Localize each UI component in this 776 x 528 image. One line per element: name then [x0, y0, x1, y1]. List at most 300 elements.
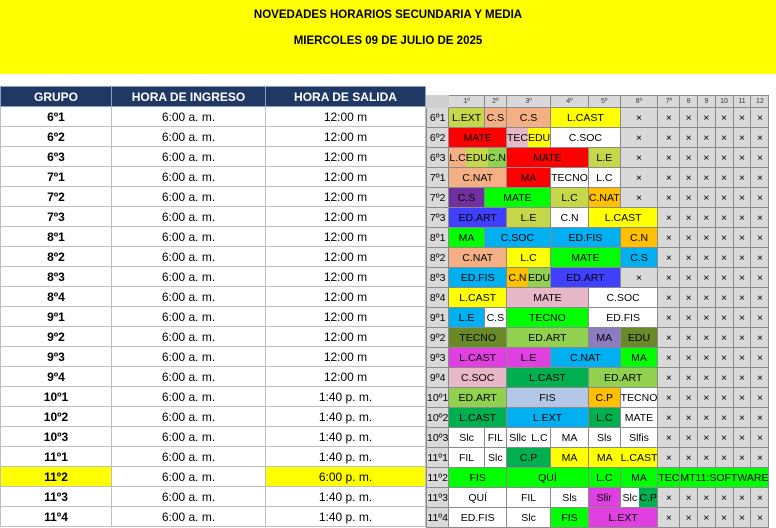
class-block: Slir: [588, 488, 620, 508]
class-block: ED.FIS: [449, 268, 507, 288]
group-cell: 8º2: [1, 247, 112, 267]
empty-slot-mark: ×: [680, 368, 698, 388]
class-subject: L.C: [529, 428, 551, 447]
class-block: QUÍ: [449, 488, 507, 508]
group-cell: 11º1: [1, 447, 112, 467]
class-subject: MA: [589, 448, 621, 467]
empty-slot-mark: ×: [733, 308, 751, 328]
schedule-group-label: 6º2: [427, 128, 449, 148]
class-block: C.N: [551, 208, 589, 228]
table-row: [1, 107, 426, 127]
class-subject: Slc: [621, 488, 639, 507]
class-block: EDU: [620, 328, 658, 348]
class-block: C.S: [449, 188, 484, 208]
class-block: MT11:SOFTWARE: [680, 468, 769, 488]
empty-slot-mark: ×: [733, 148, 751, 168]
class-block: L.CAST: [588, 208, 657, 228]
class-block: Slfis: [620, 428, 658, 448]
group-cell: 8º1: [1, 227, 112, 247]
empty-slot-mark: ×: [658, 148, 680, 168]
empty-slot-mark: ×: [658, 408, 680, 428]
hour-label: 5º: [588, 96, 620, 108]
empty-slot-mark: ×: [697, 348, 715, 368]
group-cell: 10º1: [1, 387, 112, 407]
empty-slot-mark: ×: [697, 328, 715, 348]
class-block: [506, 128, 550, 148]
group-cell: 9º3: [1, 347, 112, 367]
group-cell: 9º4: [1, 367, 112, 387]
table-row: [1, 407, 426, 427]
empty-slot-mark: ×: [733, 228, 751, 248]
hour-label: 6º: [620, 96, 658, 108]
empty-slot-mark: ×: [751, 248, 769, 268]
empty-slot-mark: ×: [751, 368, 769, 388]
table-row: [1, 247, 426, 267]
empty-slot-mark: ×: [658, 308, 680, 328]
column-header-exit-time: HORA DE SALIDA: [266, 87, 426, 107]
class-block: Sls: [588, 428, 620, 448]
empty-slot-mark: ×: [658, 108, 680, 128]
schedule-row: [427, 368, 769, 388]
schedule-row: [427, 168, 769, 188]
schedule-row: [427, 248, 769, 268]
empty-slot-mark: ×: [658, 228, 680, 248]
class-subject: C.N: [507, 268, 528, 287]
hours-header-blank: [427, 96, 449, 108]
empty-slot-mark: ×: [658, 428, 680, 448]
class-block: Sls: [551, 488, 589, 508]
empty-slot-mark: ×: [751, 328, 769, 348]
entry-time-cell: 6:00 a. m.: [112, 447, 266, 467]
empty-slot-mark: ×: [620, 108, 658, 128]
class-block: C.NAT: [449, 248, 507, 268]
table-row: [1, 427, 426, 447]
group-cell: 6º1: [1, 107, 112, 127]
schedule-grid: [426, 95, 769, 528]
class-block: L.E: [588, 148, 620, 168]
class-block: L.E: [449, 308, 484, 328]
empty-slot-mark: ×: [751, 168, 769, 188]
empty-slot-mark: ×: [715, 368, 733, 388]
empty-slot-mark: ×: [658, 268, 680, 288]
empty-slot-mark: ×: [658, 128, 680, 148]
empty-slot-mark: ×: [697, 228, 715, 248]
empty-slot-mark: ×: [680, 288, 698, 308]
empty-slot-mark: ×: [697, 168, 715, 188]
table-row: [1, 147, 426, 167]
class-block: C.NAT: [588, 188, 620, 208]
schedule-group-label: 8º4: [427, 288, 449, 308]
class-block: L.EXT: [588, 508, 657, 528]
entry-time-cell: 6:00 a. m.: [112, 247, 266, 267]
group-cell: 6º3: [1, 147, 112, 167]
schedule-row: [427, 328, 769, 348]
page-date: MIERCOLES 09 DE JULIO DE 2025: [293, 35, 483, 47]
hour-label: 10: [715, 96, 733, 108]
exit-time-cell: 12:00 m: [266, 247, 426, 267]
empty-slot-mark: ×: [620, 188, 658, 208]
table-row: [1, 227, 426, 247]
empty-slot-mark: ×: [697, 248, 715, 268]
schedule-row: [427, 308, 769, 328]
class-block: Slc: [506, 508, 550, 528]
table-row: [1, 387, 426, 407]
schedule-row: [427, 508, 769, 528]
group-cell: 7º1: [1, 167, 112, 187]
class-block: MATE: [620, 408, 658, 428]
entry-time-cell: 6:00 a. m.: [112, 387, 266, 407]
empty-slot-mark: ×: [680, 488, 698, 508]
empty-slot-mark: ×: [680, 348, 698, 368]
class-block: L.EXT: [449, 108, 484, 128]
empty-slot-mark: ×: [733, 208, 751, 228]
class-subject: EDU: [466, 148, 488, 167]
schedule-row: [427, 408, 769, 428]
class-block: C.P: [588, 388, 620, 408]
class-block: C.SOC: [449, 368, 507, 388]
hour-label: 7º: [658, 96, 680, 108]
empty-slot-mark: ×: [715, 268, 733, 288]
empty-slot-mark: ×: [733, 448, 751, 468]
exit-time-cell: 12:00 m: [266, 127, 426, 147]
empty-slot-mark: ×: [751, 228, 769, 248]
schedule-times-table: [0, 86, 426, 527]
exit-time-cell: 1:40 p. m.: [266, 387, 426, 407]
group-cell: 11º4: [1, 507, 112, 527]
class-block: L.E: [506, 348, 550, 368]
schedule-group-label: 7º2: [427, 188, 449, 208]
schedule-row: [427, 108, 769, 128]
schedule-group-label: 8º2: [427, 248, 449, 268]
empty-slot-mark: ×: [733, 328, 751, 348]
empty-slot-mark: ×: [733, 508, 751, 528]
class-block: ED.ART: [506, 328, 588, 348]
hour-label: 2º: [484, 96, 506, 108]
table-row: [1, 307, 426, 327]
class-block: FIL: [484, 428, 506, 448]
empty-slot-mark: ×: [658, 328, 680, 348]
exit-time-cell: 12:00 m: [266, 267, 426, 287]
empty-slot-mark: ×: [658, 368, 680, 388]
empty-slot-mark: ×: [733, 488, 751, 508]
empty-slot-mark: ×: [715, 168, 733, 188]
class-block: ED.ART: [551, 268, 620, 288]
class-subject: EDU: [528, 268, 550, 287]
class-block: C.NAT: [449, 168, 507, 188]
empty-slot-mark: ×: [751, 288, 769, 308]
schedule-group-label: 9º4: [427, 368, 449, 388]
empty-slot-mark: ×: [751, 448, 769, 468]
empty-slot-mark: ×: [751, 148, 769, 168]
page-title: NOVEDADES HORARIOS SECUNDARIA Y MEDIA: [253, 9, 523, 21]
schedule-grid-panel: [426, 95, 769, 526]
class-block: FIL: [449, 448, 484, 468]
empty-slot-mark: ×: [715, 388, 733, 408]
schedule-row: [427, 208, 769, 228]
entry-time-cell: 6:00 a. m.: [112, 207, 266, 227]
schedule-group-label: 11º2: [427, 468, 449, 488]
empty-slot-mark: ×: [733, 268, 751, 288]
empty-slot-mark: ×: [680, 208, 698, 228]
class-block: MA: [620, 468, 658, 488]
class-block: MA: [588, 328, 620, 348]
group-cell: 6º2: [1, 127, 112, 147]
class-block: ED.FIS: [449, 508, 507, 528]
class-block: ED.ART: [449, 388, 507, 408]
class-subject: EDU: [528, 128, 550, 147]
table-row: [1, 187, 426, 207]
class-block: FIL: [506, 488, 550, 508]
class-block: TECNO: [449, 328, 507, 348]
hour-label: 12: [751, 96, 769, 108]
empty-slot-mark: ×: [658, 508, 680, 528]
empty-slot-mark: ×: [715, 248, 733, 268]
empty-slot-mark: ×: [751, 348, 769, 368]
class-block: L.CAST: [449, 348, 507, 368]
hour-label: 3º: [506, 96, 550, 108]
empty-slot-mark: ×: [715, 288, 733, 308]
class-block: C.S: [484, 308, 506, 328]
class-block: MA: [620, 348, 658, 368]
empty-slot-mark: ×: [733, 248, 751, 268]
table-row: [1, 467, 426, 487]
class-block: L.E: [506, 208, 550, 228]
schedule-row: [427, 488, 769, 508]
schedule-row: [427, 448, 769, 468]
schedule-row: [427, 228, 769, 248]
empty-slot-mark: ×: [620, 128, 658, 148]
class-subject: C.P: [639, 488, 657, 507]
class-block: [506, 428, 550, 448]
table-row: [1, 447, 426, 467]
empty-slot-mark: ×: [697, 448, 715, 468]
empty-slot-mark: ×: [658, 208, 680, 228]
empty-slot-mark: ×: [697, 208, 715, 228]
class-block: [620, 488, 658, 508]
class-block: L.CAST: [449, 408, 507, 428]
exit-time-cell: 12:00 m: [266, 287, 426, 307]
entry-time-cell: 6:00 a. m.: [112, 227, 266, 247]
schedule-group-label: 9º2: [427, 328, 449, 348]
group-cell: 7º2: [1, 187, 112, 207]
exit-time-cell: 6:00 p. m.: [266, 467, 426, 487]
exit-time-cell: 1:40 p. m.: [266, 507, 426, 527]
class-block: L.CAST: [449, 288, 507, 308]
class-block: C.S: [620, 248, 658, 268]
class-block: MA: [506, 168, 550, 188]
empty-slot-mark: ×: [733, 348, 751, 368]
exit-time-cell: 1:40 p. m.: [266, 407, 426, 427]
class-block: [588, 448, 657, 468]
empty-slot-mark: ×: [658, 448, 680, 468]
empty-slot-mark: ×: [733, 188, 751, 208]
exit-time-cell: 1:40 p. m.: [266, 487, 426, 507]
table-row: [1, 207, 426, 227]
class-block: [506, 268, 550, 288]
group-cell: 11º2: [1, 467, 112, 487]
empty-slot-mark: ×: [733, 128, 751, 148]
schedule-group-label: 7º3: [427, 208, 449, 228]
class-block: C.P: [506, 448, 550, 468]
empty-slot-mark: ×: [658, 288, 680, 308]
empty-slot-mark: ×: [620, 268, 658, 288]
table-row: [1, 347, 426, 367]
class-subject: L.C: [449, 148, 465, 167]
empty-slot-mark: ×: [715, 348, 733, 368]
exit-time-cell: 1:40 p. m.: [266, 427, 426, 447]
empty-slot-mark: ×: [751, 268, 769, 288]
exit-time-cell: 12:00 m: [266, 207, 426, 227]
group-cell: 10º3: [1, 427, 112, 447]
class-block: TECNO: [506, 308, 588, 328]
schedule-row: [427, 468, 769, 488]
schedule-row: [427, 428, 769, 448]
entry-time-cell: 6:00 a. m.: [112, 347, 266, 367]
hour-label: 11: [733, 96, 751, 108]
empty-slot-mark: ×: [733, 168, 751, 188]
empty-slot-mark: ×: [680, 228, 698, 248]
empty-slot-mark: ×: [697, 188, 715, 208]
empty-slot-mark: ×: [751, 308, 769, 328]
empty-slot-mark: ×: [697, 388, 715, 408]
empty-slot-mark: ×: [733, 388, 751, 408]
empty-slot-mark: ×: [715, 488, 733, 508]
class-block: TEC: [658, 468, 680, 488]
empty-slot-mark: ×: [620, 168, 658, 188]
class-subject: L.CAST: [621, 448, 658, 467]
empty-slot-mark: ×: [680, 108, 698, 128]
schedule-row: [427, 288, 769, 308]
class-block: TECNO: [551, 168, 589, 188]
empty-slot-mark: ×: [680, 328, 698, 348]
schedule-group-label: 11º3: [427, 488, 449, 508]
class-subject: TEC: [507, 128, 528, 147]
empty-slot-mark: ×: [680, 128, 698, 148]
empty-slot-mark: ×: [680, 268, 698, 288]
empty-slot-mark: ×: [680, 168, 698, 188]
empty-slot-mark: ×: [680, 448, 698, 468]
empty-slot-mark: ×: [697, 308, 715, 328]
empty-slot-mark: ×: [697, 128, 715, 148]
exit-time-cell: 12:00 m: [266, 147, 426, 167]
exit-time-cell: 12:00 m: [266, 167, 426, 187]
empty-slot-mark: ×: [751, 128, 769, 148]
class-block: FIS: [506, 388, 588, 408]
exit-time-cell: 12:00 m: [266, 107, 426, 127]
entry-time-cell: 6:00 a. m.: [112, 307, 266, 327]
entry-time-cell: 6:00 a. m.: [112, 127, 266, 147]
exit-time-cell: 12:00 m: [266, 347, 426, 367]
class-block: ED.ART: [449, 208, 507, 228]
schedule-row: [427, 388, 769, 408]
class-block: L.CAST: [551, 108, 620, 128]
class-block: MA: [551, 448, 589, 468]
class-block: L.C: [506, 248, 550, 268]
hour-label: 8: [680, 96, 698, 108]
exit-time-cell: 12:00 m: [266, 227, 426, 247]
empty-slot-mark: ×: [751, 188, 769, 208]
schedule-group-label: 10º2: [427, 408, 449, 428]
empty-slot-mark: ×: [733, 408, 751, 428]
entry-time-cell: 6:00 a. m.: [112, 267, 266, 287]
class-subject: C.N: [488, 148, 506, 167]
empty-slot-mark: ×: [697, 268, 715, 288]
hour-label: 9: [697, 96, 715, 108]
hour-label: 1º: [449, 96, 484, 108]
class-block: C.SOC: [588, 288, 657, 308]
entry-time-cell: 6:00 a. m.: [112, 407, 266, 427]
class-block: FIS: [449, 468, 507, 488]
empty-slot-mark: ×: [733, 288, 751, 308]
empty-slot-mark: ×: [680, 148, 698, 168]
class-block: ED.ART: [588, 368, 657, 388]
class-subject: Sllc: [507, 428, 529, 447]
class-block: Slc: [484, 448, 506, 468]
empty-slot-mark: ×: [620, 148, 658, 168]
empty-slot-mark: ×: [751, 388, 769, 408]
empty-slot-mark: ×: [751, 428, 769, 448]
header-banner: [0, 0, 776, 74]
entry-time-cell: 6:00 a. m.: [112, 147, 266, 167]
group-cell: 8º4: [1, 287, 112, 307]
empty-slot-mark: ×: [715, 508, 733, 528]
class-block: L.C: [551, 188, 589, 208]
empty-slot-mark: ×: [733, 108, 751, 128]
class-block: TECNO: [620, 388, 658, 408]
group-cell: 10º2: [1, 407, 112, 427]
class-block: C.S: [506, 108, 550, 128]
entry-time-cell: 6:00 a. m.: [112, 187, 266, 207]
schedule-group-label: 11º4: [427, 508, 449, 528]
table-row: [1, 487, 426, 507]
group-cell: 7º3: [1, 207, 112, 227]
empty-slot-mark: ×: [697, 148, 715, 168]
class-block: C.N: [620, 228, 658, 248]
hour-label: 4º: [551, 96, 589, 108]
class-block: ED.FIS: [551, 228, 620, 248]
entry-time-cell: 6:00 a. m.: [112, 287, 266, 307]
empty-slot-mark: ×: [715, 128, 733, 148]
empty-slot-mark: ×: [715, 408, 733, 428]
class-block: MATE: [551, 248, 620, 268]
empty-slot-mark: ×: [715, 428, 733, 448]
class-block: FIS: [551, 508, 589, 528]
empty-slot-mark: ×: [658, 488, 680, 508]
empty-slot-mark: ×: [751, 508, 769, 528]
class-block: MATE: [484, 188, 550, 208]
empty-slot-mark: ×: [751, 488, 769, 508]
empty-slot-mark: ×: [697, 368, 715, 388]
group-cell: 11º3: [1, 487, 112, 507]
class-block: C.SOC: [551, 128, 620, 148]
schedule-group-label: 11º1: [427, 448, 449, 468]
empty-slot-mark: ×: [697, 108, 715, 128]
empty-slot-mark: ×: [715, 188, 733, 208]
empty-slot-mark: ×: [680, 248, 698, 268]
empty-slot-mark: ×: [697, 288, 715, 308]
class-block: [449, 148, 507, 168]
empty-slot-mark: ×: [715, 228, 733, 248]
entry-time-cell: 6:00 a. m.: [112, 167, 266, 187]
entry-time-cell: 6:00 a. m.: [112, 507, 266, 527]
empty-slot-mark: ×: [658, 188, 680, 208]
empty-slot-mark: ×: [658, 248, 680, 268]
empty-slot-mark: ×: [733, 428, 751, 448]
class-block: MATE: [506, 148, 588, 168]
class-block: Slc: [449, 428, 484, 448]
empty-slot-mark: ×: [680, 388, 698, 408]
class-block: L.CAST: [506, 368, 588, 388]
